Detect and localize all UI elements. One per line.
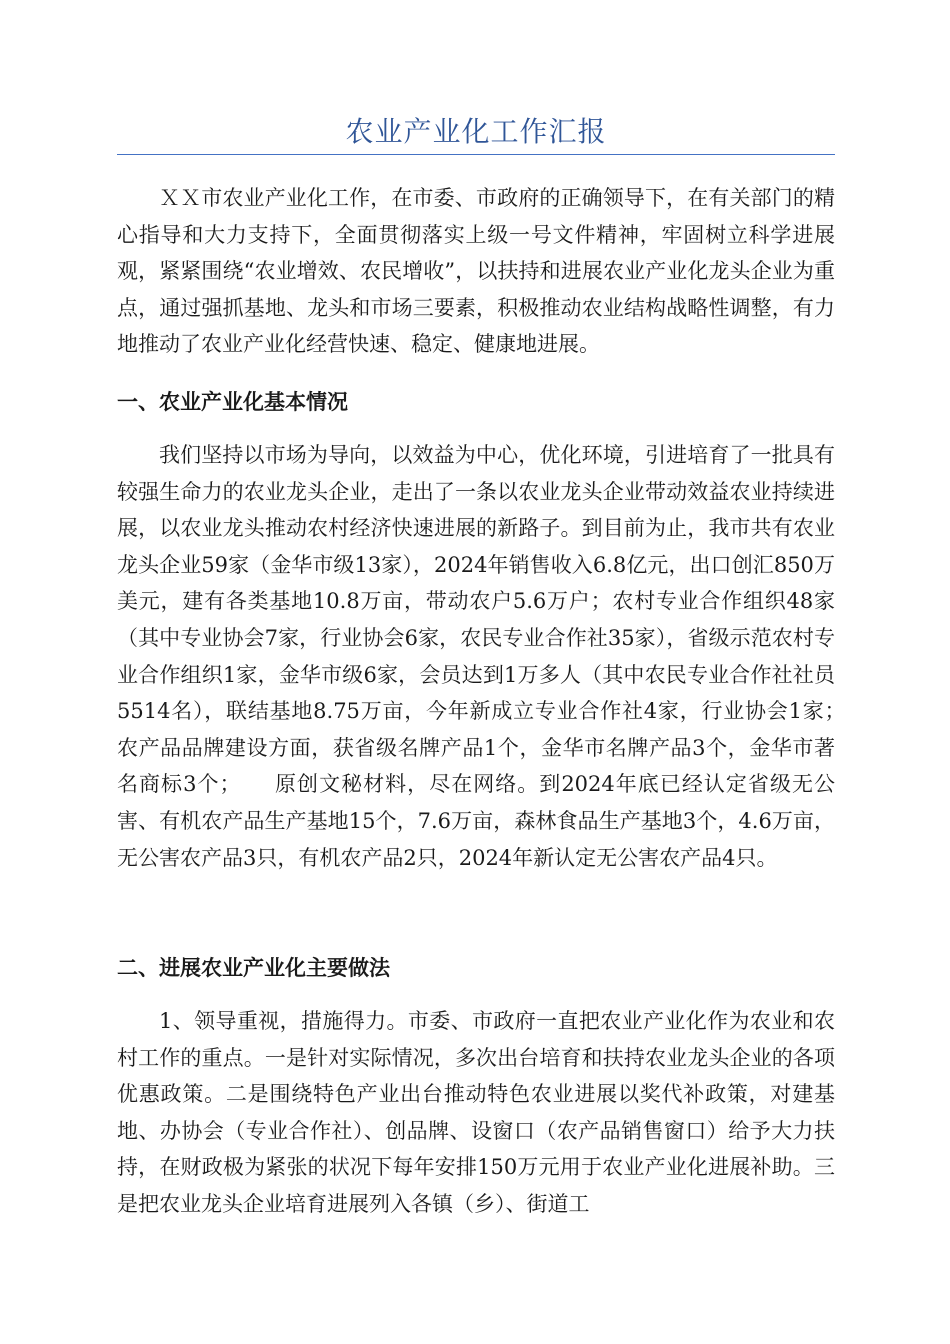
section-1-paragraph: 我们坚持以市场为导向，以效益为中心，优化环境，引进培育了一批具有较强生命力的农业龙头企业，走出了一条以农业龙头企业带动效益农业持续进展，以农业龙头推动农村经济快速进展的新路子。到目前为止，我市共有农业龙头企业59家（金华市级13家），2024年销售收入6.8亿元，出口创汇850万美元，建有各类基地10.8万亩，带动农户5.6万户；农村专业合作组织48家（其中专业协会7家，行业协会6家，农民专业合作社35家），省级示范农村专业合作组织1家，金华市级6家，会员达到1万多人（其中农民专业合作社社员5514名），联结基地8.75万亩，今年新成立专业合作社4家，行业协会1家； 农产品品牌建设方面，获省级名牌产品1个，金华市名牌产品3个，金华市著名商标3个； 原创文秘材料，尽在网络。到2024年底已经认定省级无公害、有机农产品生产基地15个，7.6万亩，森林食品生产基地3个，4.6万亩，无公害农产品3只，有机农产品2只，2024年新认定无公害农产品4只。 bbox=[117, 443, 877, 870]
section-1-heading: 一、农业产业化基本情况 bbox=[117, 390, 348, 414]
section-2-heading: 二、进展农业产业化主要做法 bbox=[117, 956, 390, 980]
document-title: 农业产业化工作汇报 bbox=[345, 115, 607, 148]
intro-paragraph: ＸＸ市农业产业化工作，在市委、市政府的正确领导下，在有关部门的精心指导和大力支持下，全面贯彻落实上级一号文件精神，牢固树立科学进展观，紧紧围绕“农业增效、农民增收”，以扶持和进展农业产业化龙头企业为重点，通过强抓基地、龙头和市场三要素，积极推动农业结构战略性调整，有力地推动了农业产业化经营快速、稳定、健康地进展。 bbox=[117, 186, 835, 357]
section-2-paragraph: 1、领导重视，措施得力。市委、市政府一直把农业产业化作为农业和农村工作的重点。一是针对实际情况，多次出台培育和扶持农业龙头企业的各项优惠政策。二是围绕特色产业出台推动特色农业进展以奖代补政策，对建基地、办协会（专业合作社）、创品牌、设窗口（农产品销售窗口）给予大力扶持，在财政极为紧张的状况下每年安排150万元用于农业产业化进展补助。三是把农业龙头企业培育进展列入各镇（乡）、街道工 bbox=[117, 1009, 835, 1216]
title-underline bbox=[117, 154, 835, 155]
